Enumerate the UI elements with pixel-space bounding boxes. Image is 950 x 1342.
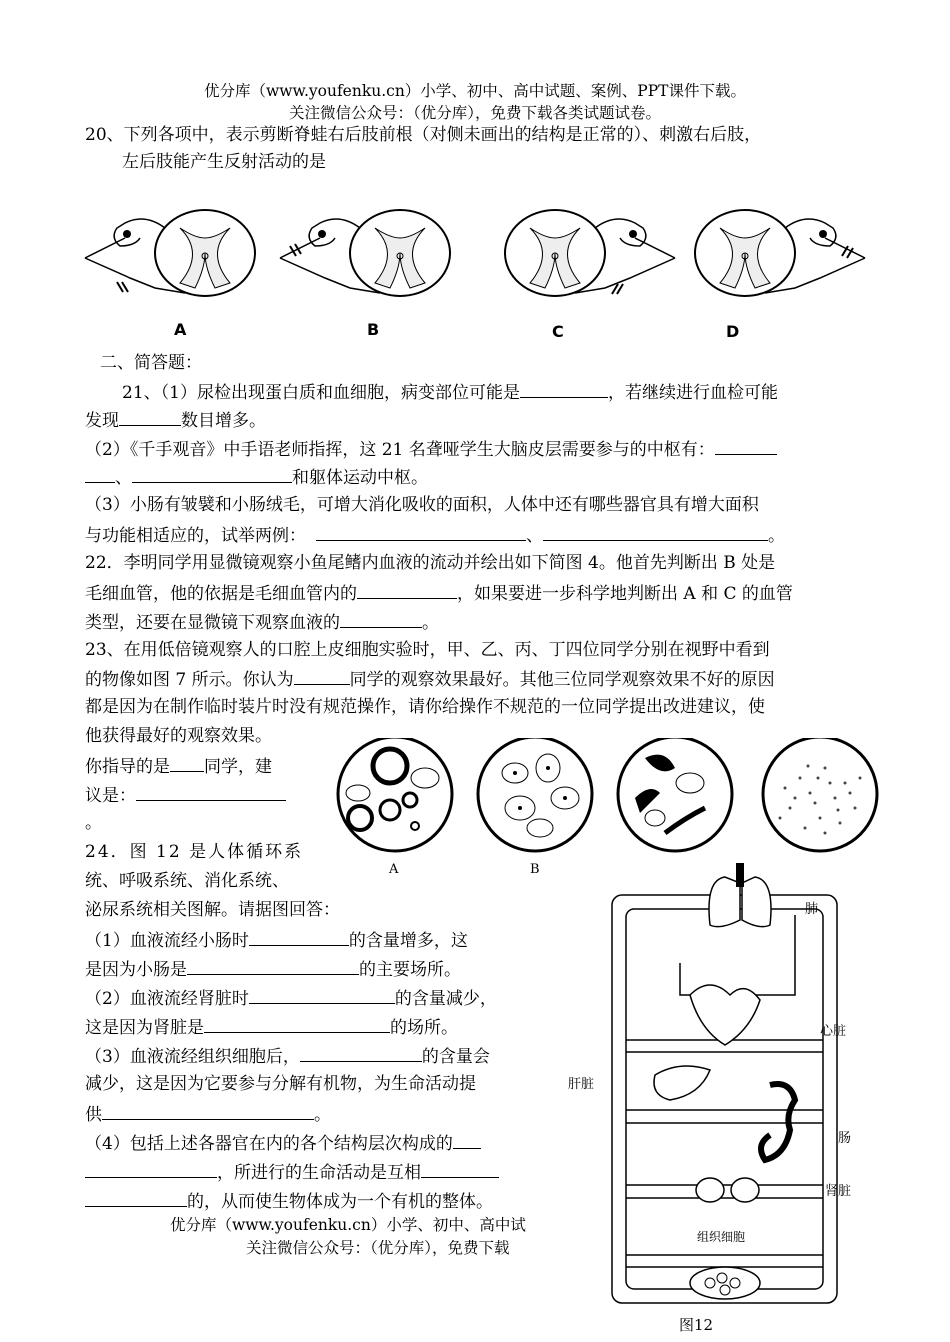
q21-blank-1[interactable] <box>520 380 608 398</box>
option-b-label: B <box>367 320 380 339</box>
q21-text-2b: 、 <box>115 468 132 488</box>
label-liver: 肝脏 <box>568 1077 595 1092</box>
q24-blank-4[interactable] <box>204 1015 390 1033</box>
q24-line-5 <box>85 957 461 981</box>
label-intestine: 肠 <box>838 1131 852 1146</box>
field-b <box>478 738 592 851</box>
field-c <box>618 738 732 851</box>
q24-line-11 <box>85 1131 481 1155</box>
liver-icon <box>654 1066 710 1100</box>
q24-line-13 <box>85 1189 493 1213</box>
footer-line-2: 关注微信公众号：（优分库），免费下载 <box>246 1239 510 1257</box>
q21-text-1a: 21、（1）尿检出现蛋白质和血细胞，病变部位可能是 <box>122 383 520 403</box>
header-line-2: 关注微信公众号：（优分库），免费下载各类试题试卷。 <box>288 104 661 122</box>
q21-blank-6[interactable] <box>543 523 768 541</box>
q22-blank-1[interactable] <box>357 581 457 599</box>
option-a-label: A <box>174 320 187 339</box>
q24-blank-1[interactable] <box>249 928 349 946</box>
q24-line-7 <box>85 1015 458 1039</box>
q24-text-1a: （1）血液流经小肠时 <box>85 931 249 951</box>
q24-text-4c: 的，从而使生物体成为一个有机的整体。 <box>187 1192 493 1212</box>
label-lung: 肺 <box>805 902 819 917</box>
q24-line-6 <box>85 986 497 1010</box>
q24-blank-2[interactable] <box>187 957 359 975</box>
q24-line-4 <box>85 928 468 952</box>
q22-text-2a: 毛细血管，他的依据是毛细血管内的 <box>85 584 357 604</box>
q21-blank-5[interactable] <box>316 523 526 541</box>
fig12-caption: 图12 <box>679 1316 714 1334</box>
q24-blank-7a[interactable] <box>453 1131 481 1149</box>
q23-text-5b: 同学，建 <box>204 757 272 777</box>
q23-blank-3[interactable] <box>136 783 286 801</box>
q23-line-1: 23、在用低倍镜观察人的口腔上皮细胞实验时，甲、乙、丙、丁四位同学分别在视野中看到 <box>85 640 770 660</box>
q21-line-1 <box>122 380 778 404</box>
q22-text-3b: 。 <box>422 613 439 633</box>
option-c-label: C <box>552 322 564 341</box>
q22-blank-2[interactable] <box>340 610 422 628</box>
q21-text-1d: 数目增多。 <box>181 411 266 431</box>
q24-line-12 <box>85 1160 499 1184</box>
q24-line-2: 统、呼吸系统、消化系统、 <box>85 871 289 891</box>
q23-blank-1[interactable] <box>294 667 350 685</box>
q23-text-5a: 你指导的是 <box>85 757 170 777</box>
footer-line-1: 优分库（www.youfenku.cn）小学、初中、高中试 <box>170 1216 526 1234</box>
q24-text-3d: 供 <box>85 1105 102 1125</box>
q24-line-8 <box>85 1044 490 1068</box>
fig-label-b: B <box>530 862 540 877</box>
circulation-diagram <box>560 855 860 1310</box>
q21-line-5: （3）小肠有皱襞和小肠绒毛，可增大消化吸收的面积，人体中还有哪些器官具有增大面积 <box>85 495 759 515</box>
q22-text-3a: 类型，还要在显微镜下观察血液的 <box>85 613 340 633</box>
spinal-cord-figures <box>80 200 870 310</box>
q24-blank-5[interactable] <box>300 1044 422 1062</box>
q24-line-1: 24．图 12 是人体循环系 <box>85 842 304 862</box>
spinal-cord-figure-a <box>85 210 255 296</box>
q21-blank-2[interactable] <box>119 408 181 426</box>
spinal-cord-figure-d <box>695 210 865 296</box>
q24-line-9: 减少，这是因为它要参与分解有机物，为生命活动提 <box>85 1074 476 1094</box>
lung-icon <box>709 863 771 927</box>
q21-text-3b: 与功能相适应的，试举两例： <box>85 526 306 546</box>
q23-blank-2[interactable] <box>170 754 204 772</box>
q24-text-1d: 的主要场所。 <box>359 960 461 980</box>
q20-line-2: 左后肢能产生反射活动的是 <box>122 152 326 172</box>
q24-text-2c: 这是因为肾脏是 <box>85 1018 204 1038</box>
tissue-cells-icon <box>690 1267 760 1299</box>
fig-label-a: A <box>389 862 399 877</box>
q21-text-2c: 和躯体运动中枢。 <box>292 468 428 488</box>
q23-line-7: 。 <box>85 813 102 833</box>
q22-text-2b: ，如果要进一步科学地判断出 A 和 C 的血管 <box>457 584 793 604</box>
q21-text-3d: 。 <box>768 526 785 546</box>
label-tissue: 组织细胞 <box>697 1230 746 1244</box>
q24-text-3e: 。 <box>314 1105 331 1125</box>
q24-text-1b: 的含量增多，这 <box>348 931 468 951</box>
field-a <box>338 738 452 851</box>
intestine-icon <box>761 1084 795 1160</box>
q24-text-2a: （2）血液流经肾脏时 <box>85 989 249 1009</box>
q23-text-2a: 的物像如图 7 所示。你认为 <box>85 670 294 690</box>
q21-blank-3b[interactable] <box>85 465 115 483</box>
q21-line-4 <box>85 465 428 489</box>
q23-line-5 <box>85 754 272 778</box>
q24-text-1c: 是因为小肠是 <box>85 960 187 980</box>
q21-text-2a: （2）《千手观音》中手语老师指挥，这 21 名聋哑学生大脑皮层需要参与的中枢有： <box>85 440 715 460</box>
q24-blank-8a[interactable] <box>421 1160 499 1178</box>
label-heart: 心脏 <box>820 1024 847 1039</box>
q22-line-3 <box>85 610 439 634</box>
label-kidney: 肾脏 <box>825 1184 852 1199</box>
field-d <box>763 738 877 851</box>
q23-line-4: 他获得最好的观察效果。 <box>85 726 272 746</box>
q23-line-6 <box>85 783 286 807</box>
heart-icon <box>690 985 760 1045</box>
q24-blank-6[interactable] <box>102 1102 314 1120</box>
q23-text-2b: 同学的观察效果最好。其他三位同学观察效果不好的原因 <box>349 670 775 690</box>
q24-text-4a: （4）包括上述各器官在内的各个结构层次构成的 <box>85 1134 453 1154</box>
q21-text-1c: 发现 <box>85 411 119 431</box>
q22-line-2 <box>85 581 793 605</box>
microscope-fields <box>330 738 900 856</box>
q21-blank-4[interactable] <box>132 465 292 483</box>
q24-text-2d: 的场所。 <box>390 1018 458 1038</box>
q21-text-3c: 、 <box>526 526 543 546</box>
q24-text-3a: （3）血液流经组织细胞后， <box>85 1047 300 1067</box>
q22-line-1: 22．李明同学用显微镜观察小鱼尾鳍内血液的流动并绘出如下简图 4。他首先判断出 B 处是 <box>85 553 776 573</box>
q21-text-1b: ，若继续进行血检可能 <box>607 383 778 403</box>
q24-blank-7[interactable] <box>85 1160 217 1178</box>
q20-line-1: 20、下列各项中，表示剪断脊蛙右后肢前根（对侧未画出的结构是正常的）、刺激右后肢， <box>85 125 762 145</box>
q21-line-6 <box>85 523 785 547</box>
section-2-title: 二、简答题： <box>100 353 202 373</box>
q24-text-4b: ，所进行的生命活动是互相 <box>217 1163 421 1183</box>
q24-blank-8[interactable] <box>85 1189 187 1207</box>
q23-text-6: 议是： <box>85 786 136 806</box>
header-line-1: 优分库（www.youfenku.cn）小学、初中、高中试题、案例、PPT课件下载。 <box>203 82 747 100</box>
q24-blank-3[interactable] <box>249 986 395 1004</box>
q21-blank-3[interactable] <box>715 437 777 455</box>
q24-line-3: 泌尿系统相关图解。请据图回答： <box>85 900 340 920</box>
q21-line-3 <box>85 437 777 461</box>
q24-text-2b: 的含量减少， <box>394 989 497 1009</box>
q24-text-3b: 的含量会 <box>421 1047 490 1067</box>
spinal-cord-figure-c <box>505 210 675 296</box>
q21-line-2 <box>85 408 266 432</box>
q23-line-3: 都是因为在制作临时装片时没有规范操作，请你给操作不规范的一位同学提出改进建议，使 <box>85 697 765 717</box>
q24-line-10 <box>85 1102 331 1126</box>
option-d-label: D <box>726 322 740 341</box>
q23-line-2 <box>85 667 775 691</box>
spinal-cord-figure-b <box>280 210 450 296</box>
